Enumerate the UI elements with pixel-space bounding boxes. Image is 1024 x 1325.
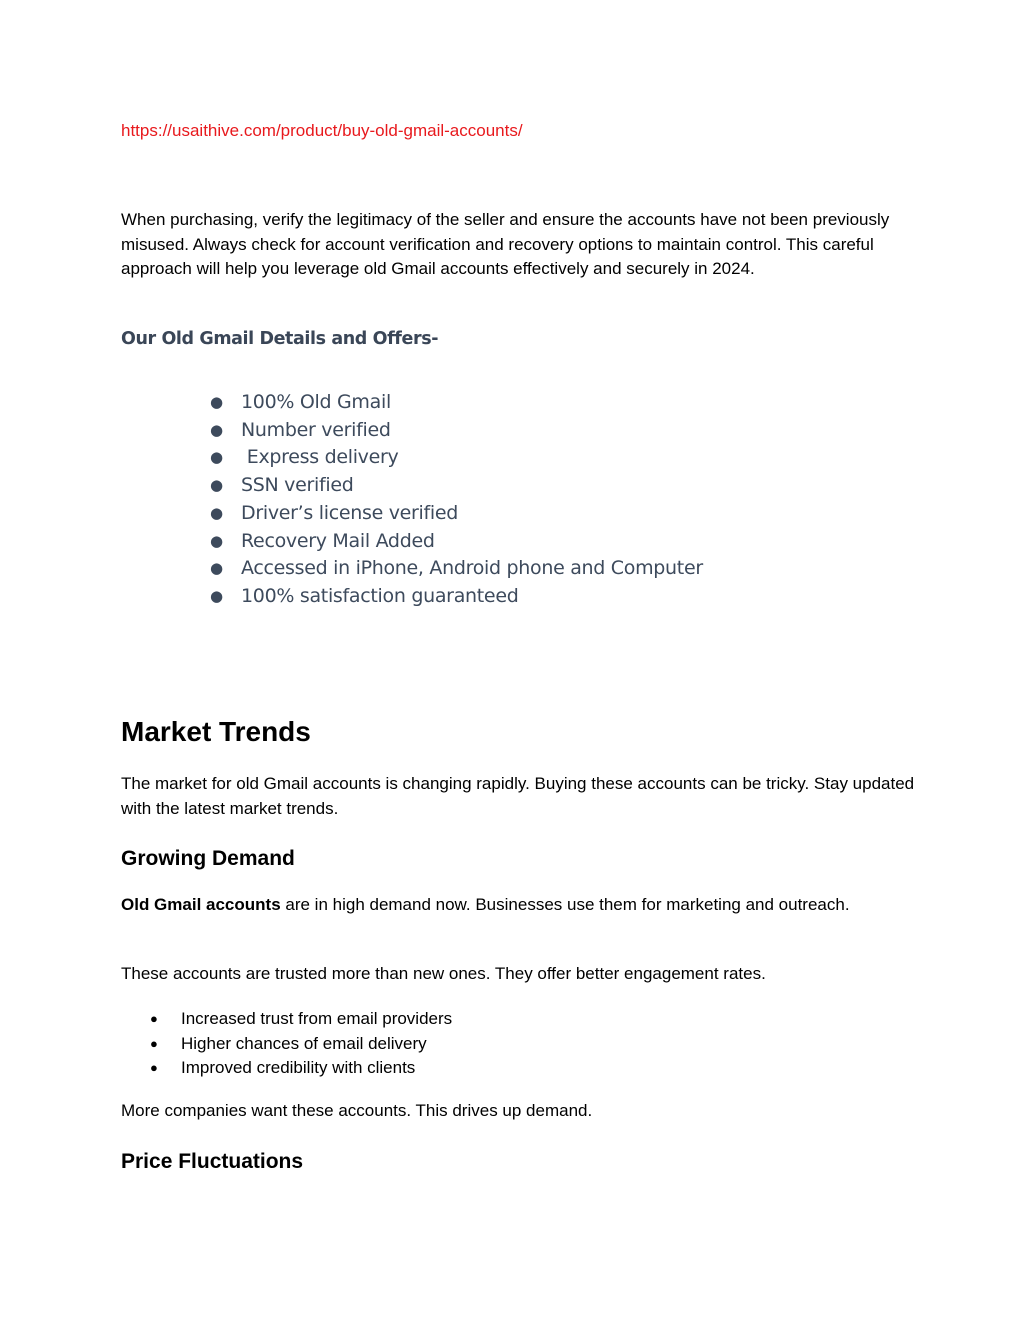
bullet-icon: ● [150,1011,158,1026]
growing-demand-heading: Growing Demand [121,847,295,870]
list-item: ● Recovery Mail Added [210,528,703,556]
bullet-icon: ● [150,1035,158,1051]
market-trends-paragraph: The market for old Gmail accounts is changing rapidly. Buying these accounts can be tricky. Stay updated with the latest market trends. [121,774,915,818]
bullet-icon: ● [210,420,223,439]
list-item: ● Accessed in iPhone, Android phone and Computer [210,555,703,583]
bullet-icon: ● [210,476,223,495]
growing-demand-paragraph-1: Old Gmail accounts are in high demand now. Businesses use them for marketing and outreach. [121,895,850,914]
list-item: ● 100% Old Gmail [210,389,703,417]
list-item: ● Higher chances of email delivery [150,1032,452,1057]
bullet-icon: ● [210,586,223,605]
bold-phrase: Old Gmail accounts [121,895,281,914]
bullet-icon: ● [210,531,223,550]
list-item: ● Increased trust from email providers [150,1007,452,1032]
market-trends-heading: Market Trends [121,716,311,747]
bullet-icon: ● [210,393,223,411]
bullet-icon: ● [210,503,223,522]
offers-heading: Our Old Gmail Details and Offers- [121,329,439,349]
price-fluctuations-heading: Price Fluctuations [121,1150,304,1173]
list-item: ● Driver’s license verified [210,500,703,528]
growing-demand-paragraph-2: These accounts are trusted more than new ones. They offer better engagement rates. [121,964,766,983]
offers-list [210,389,703,611]
growing-demand-paragraph-3: More companies want these accounts. This drives up demand. [121,1101,593,1120]
list-item: ● Express delivery [210,444,703,472]
product-link[interactable]: https://usaithive.com/product/buy-old-gmail-accounts/ [121,121,523,140]
bullet-icon: ● [210,448,223,467]
list-item: ● 100% satisfaction guaranteed [210,583,703,611]
bullet-icon: ● [210,559,223,578]
list-item: ● Improved credibility with clients [150,1056,452,1081]
list-item: ● SSN verified [210,472,703,500]
intro-paragraph: When purchasing, verify the legitimacy of the seller and ensure the accounts have not been previously misused. Always check for account verification and recovery options to maintain control. This careful approach will help you leverage old Gmail accounts effectively and securely in 2024. [121,210,890,278]
bullet-icon: ● [150,1060,158,1075]
list-item: ● Number verified [210,417,703,445]
benefits-list [150,1007,452,1081]
